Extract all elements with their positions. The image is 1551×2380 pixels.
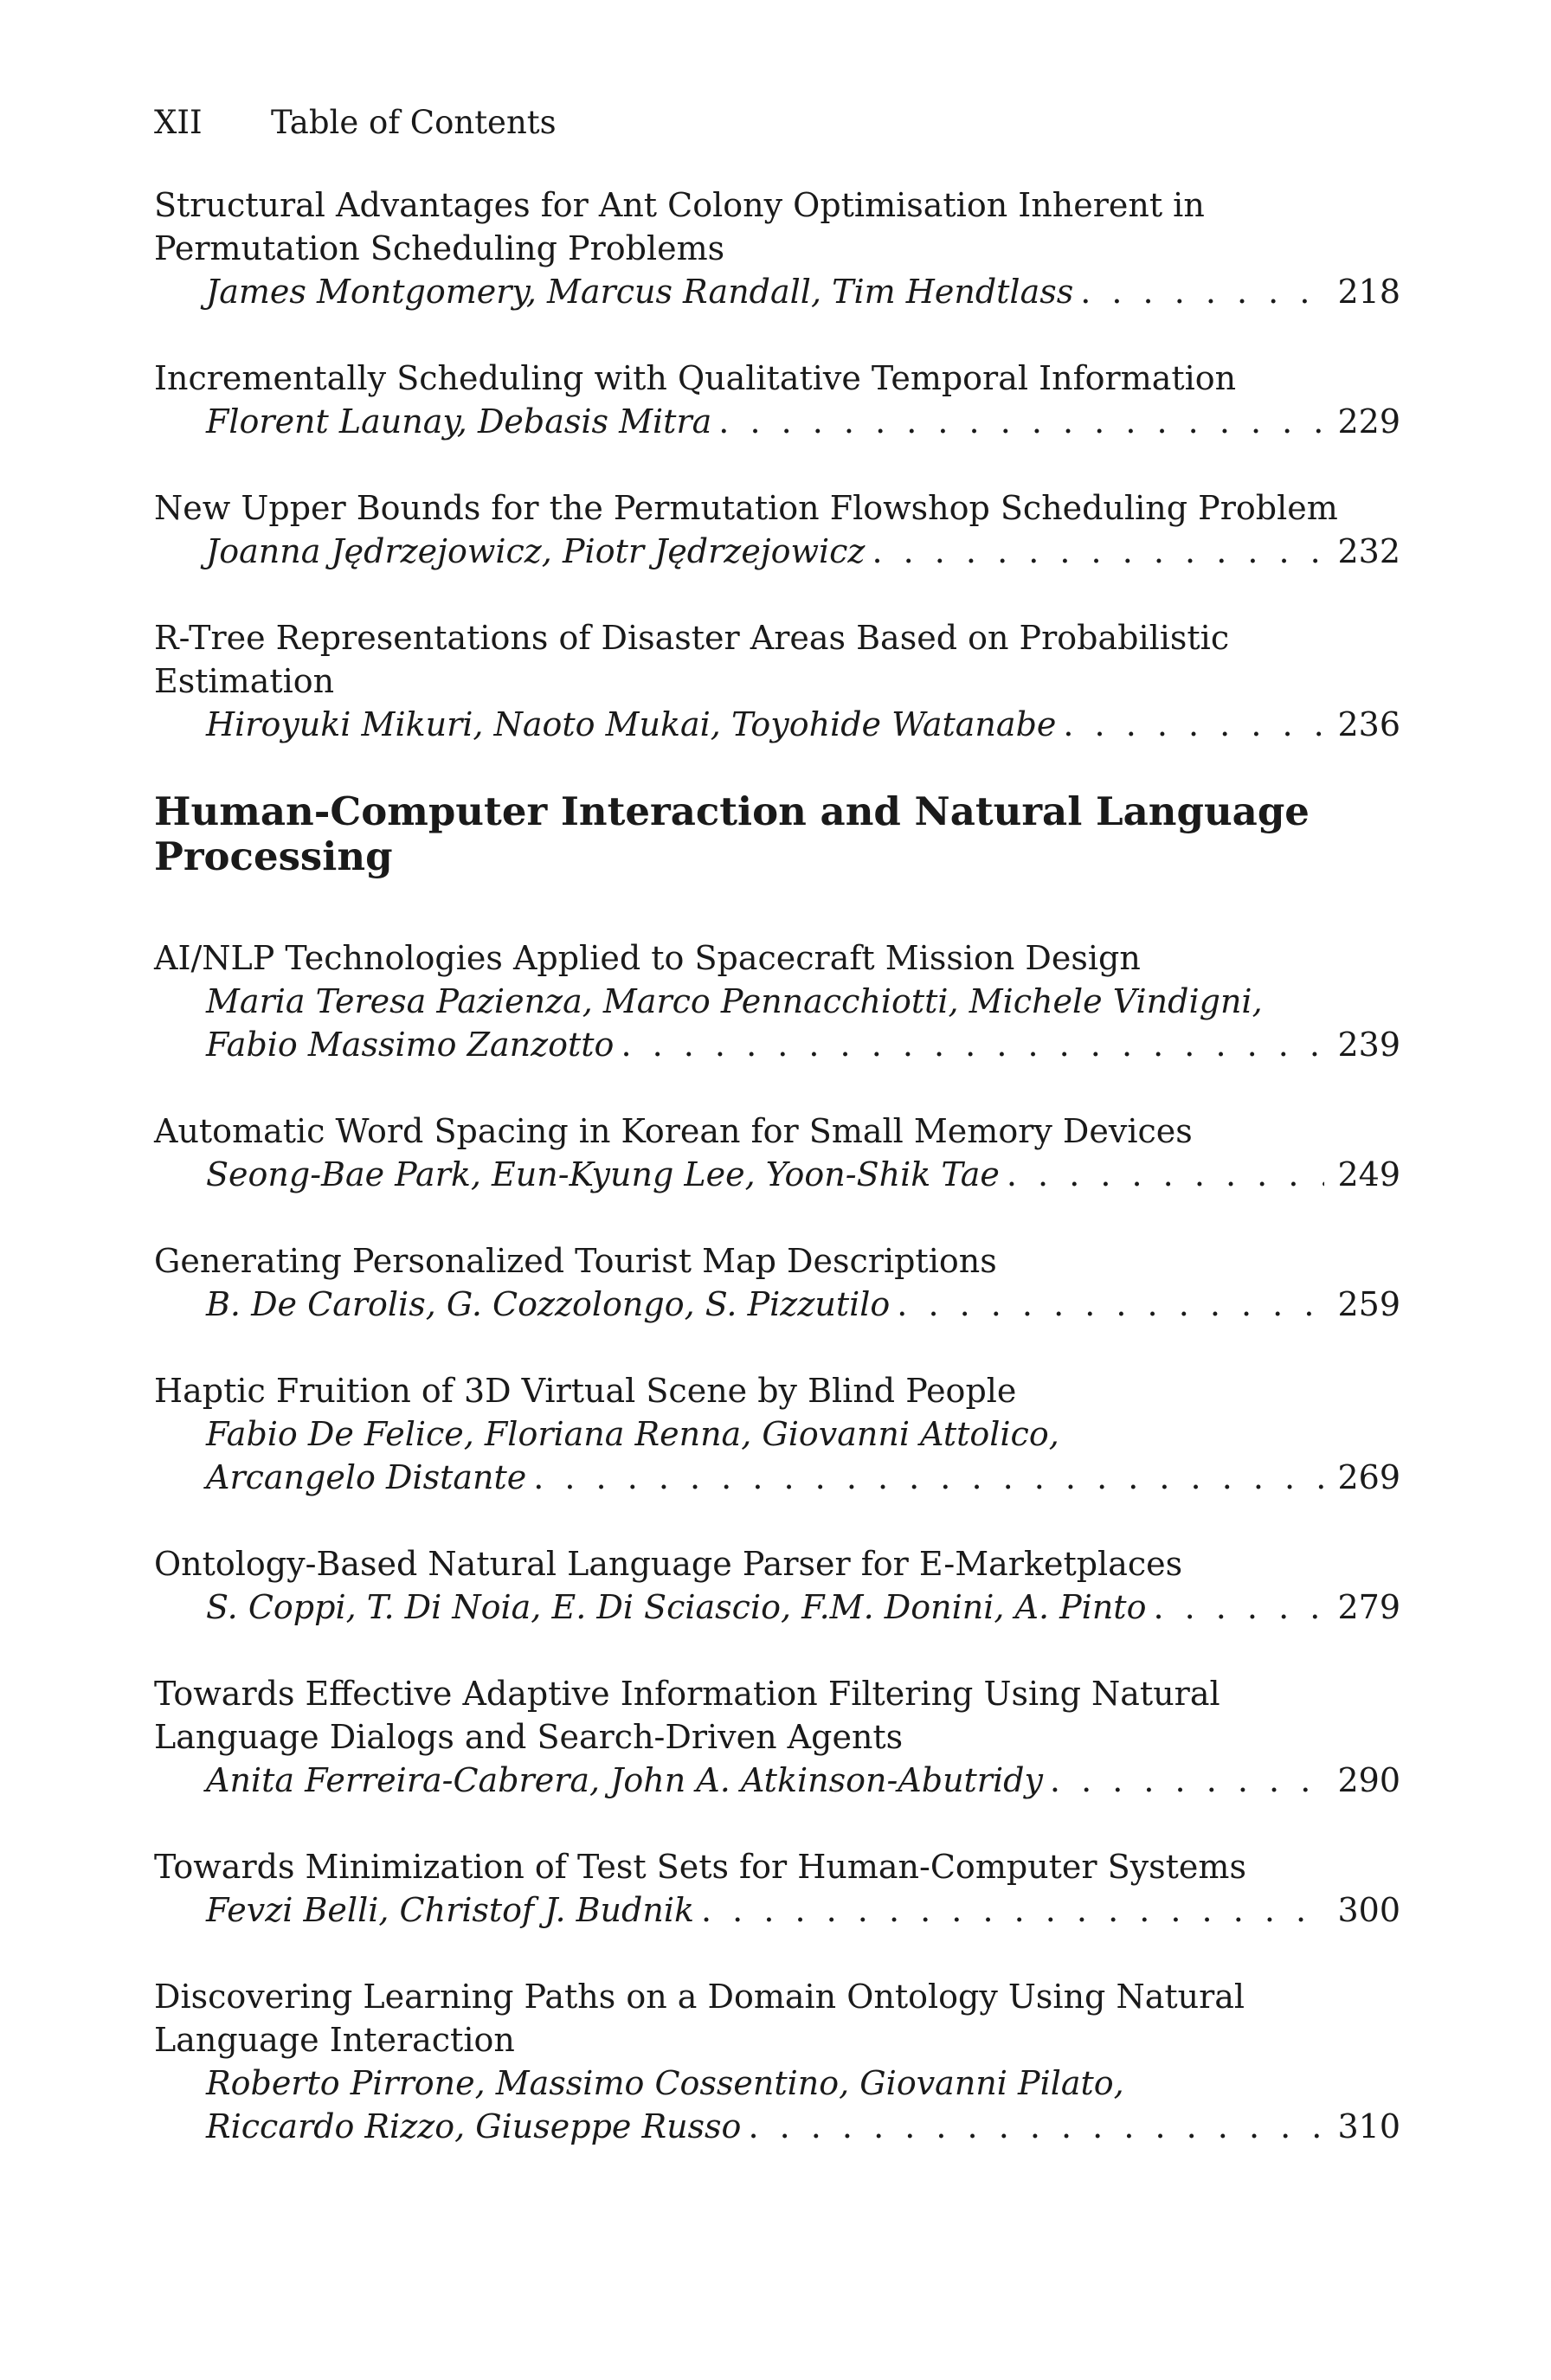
entry-page: 290 — [1337, 1761, 1400, 1799]
section-heading: Human-Computer Interaction and Natural Language Processing — [154, 788, 1310, 879]
entry-page: 279 — [1337, 1588, 1400, 1626]
entry-page: 218 — [1337, 273, 1400, 311]
dot-leader — [1050, 1759, 1324, 1802]
dot-leader — [718, 400, 1324, 443]
entry-authors: Florent Launay, Debasis Mitra — [206, 402, 712, 441]
toc-entry[interactable] — [154, 936, 1400, 1066]
entry-page: 249 — [1337, 1155, 1400, 1193]
toc-entry[interactable] — [154, 357, 1400, 443]
toc-group-1 — [154, 183, 1400, 746]
entry-authors: Anita Ferreira-Cabrera, John A. Atkinson-Abutridy — [206, 1761, 1043, 1799]
entry-title: Language Dialogs and Search-Driven Agents — [154, 1718, 904, 1756]
entry-authors: Maria Teresa Pazienza, Marco Pennacchiotti, Michele Vindigni, — [206, 982, 1263, 1020]
toc-entry[interactable] — [154, 1542, 1400, 1629]
entry-title: Estimation — [154, 662, 335, 700]
entry-title: Towards Minimization of Test Sets for Human-Computer Systems — [154, 1848, 1246, 1886]
entry-title: Language Interaction — [154, 2021, 515, 2059]
entry-page: 300 — [1337, 1891, 1400, 1929]
dot-leader — [1153, 1586, 1324, 1629]
running-title: Table of Contents — [271, 104, 557, 141]
entry-title: AI/NLP Technologies Applied to Spacecraft Mission Design — [154, 939, 1141, 977]
entry-authors: S. Coppi, T. Di Noia, E. Di Sciascio, F.M. Donini, A. Pinto — [206, 1588, 1147, 1626]
entry-title: Haptic Fruition of 3D Virtual Scene by Blind People — [154, 1372, 1017, 1410]
dot-leader — [1063, 703, 1324, 746]
entry-page: 229 — [1337, 402, 1400, 441]
entry-authors: Fabio Massimo Zanzotto — [206, 1026, 615, 1064]
toc-entry[interactable] — [154, 1369, 1400, 1499]
dot-leader — [621, 1023, 1324, 1066]
entry-page: 239 — [1337, 1026, 1400, 1064]
dot-leader — [748, 2105, 1324, 2148]
toc-page — [154, 102, 1400, 2191]
entry-authors: Riccardo Rizzo, Giuseppe Russo — [206, 2107, 742, 2145]
dot-leader — [1007, 1153, 1324, 1196]
toc-entry[interactable] — [154, 1110, 1400, 1196]
entry-title: Automatic Word Spacing in Korean for Small Memory Devices — [154, 1112, 1193, 1150]
dot-leader — [701, 1888, 1324, 1932]
entry-authors: Fabio De Felice, Floriana Renna, Giovanni Attolico, — [206, 1415, 1059, 1453]
running-head — [154, 102, 1400, 144]
entry-page: 259 — [1337, 1285, 1400, 1323]
entry-title: Generating Personalized Tourist Map Descriptions — [154, 1242, 997, 1280]
entry-authors: Hiroyuki Mikuri, Naoto Mukai, Toyohide Watanabe — [206, 705, 1057, 743]
toc-entry[interactable] — [154, 616, 1400, 746]
dot-leader — [1080, 270, 1324, 313]
toc-entry[interactable] — [154, 486, 1400, 573]
entry-title: Ontology-Based Natural Language Parser for E-Marketplaces — [154, 1545, 1183, 1583]
entry-title: Permutation Scheduling Problems — [154, 229, 725, 267]
entry-authors: Arcangelo Distante — [206, 1458, 527, 1496]
toc-entry[interactable] — [154, 1975, 1400, 2148]
dot-leader — [533, 1456, 1324, 1499]
toc-group-2 — [154, 936, 1400, 2148]
toc-entry[interactable] — [154, 1672, 1400, 1802]
entry-authors: Roberto Pirrone, Massimo Cossentino, Giovanni Pilato, — [206, 2064, 1124, 2102]
toc-entry[interactable] — [154, 183, 1400, 313]
dot-leader — [872, 530, 1324, 573]
entry-authors: B. De Carolis, G. Cozzolongo, S. Pizzutilo — [206, 1285, 891, 1323]
toc-entry[interactable] — [154, 1239, 1400, 1326]
entry-title: R-Tree Representations of Disaster Areas Based on Probabilistic — [154, 619, 1230, 657]
entry-page: 269 — [1337, 1458, 1400, 1496]
entry-title: Structural Advantages for Ant Colony Optimisation Inherent in — [154, 186, 1205, 224]
dot-leader — [897, 1283, 1324, 1326]
toc-entry[interactable] — [154, 1845, 1400, 1932]
entry-authors: James Montgomery, Marcus Randall, Tim Hendtlass — [206, 273, 1074, 311]
entry-authors: Joanna Jędrzejowicz, Piotr Jędrzejowicz — [206, 532, 866, 570]
entry-authors: Seong-Bae Park, Eun-Kyung Lee, Yoon-Shik Tae — [206, 1155, 1000, 1193]
page-number: XII — [154, 104, 203, 141]
entry-title: New Upper Bounds for the Permutation Flowshop Scheduling Problem — [154, 489, 1338, 527]
entry-page: 236 — [1337, 705, 1400, 743]
entry-authors: Fevzi Belli, Christof J. Budnik — [206, 1891, 695, 1929]
entry-page: 232 — [1337, 532, 1400, 570]
entry-title: Discovering Learning Paths on a Domain Ontology Using Natural — [154, 1978, 1245, 2016]
entry-title: Incrementally Scheduling with Qualitative Temporal Information — [154, 359, 1237, 397]
entry-page: 310 — [1337, 2107, 1400, 2145]
entry-title: Towards Effective Adaptive Information Filtering Using Natural — [154, 1675, 1220, 1713]
